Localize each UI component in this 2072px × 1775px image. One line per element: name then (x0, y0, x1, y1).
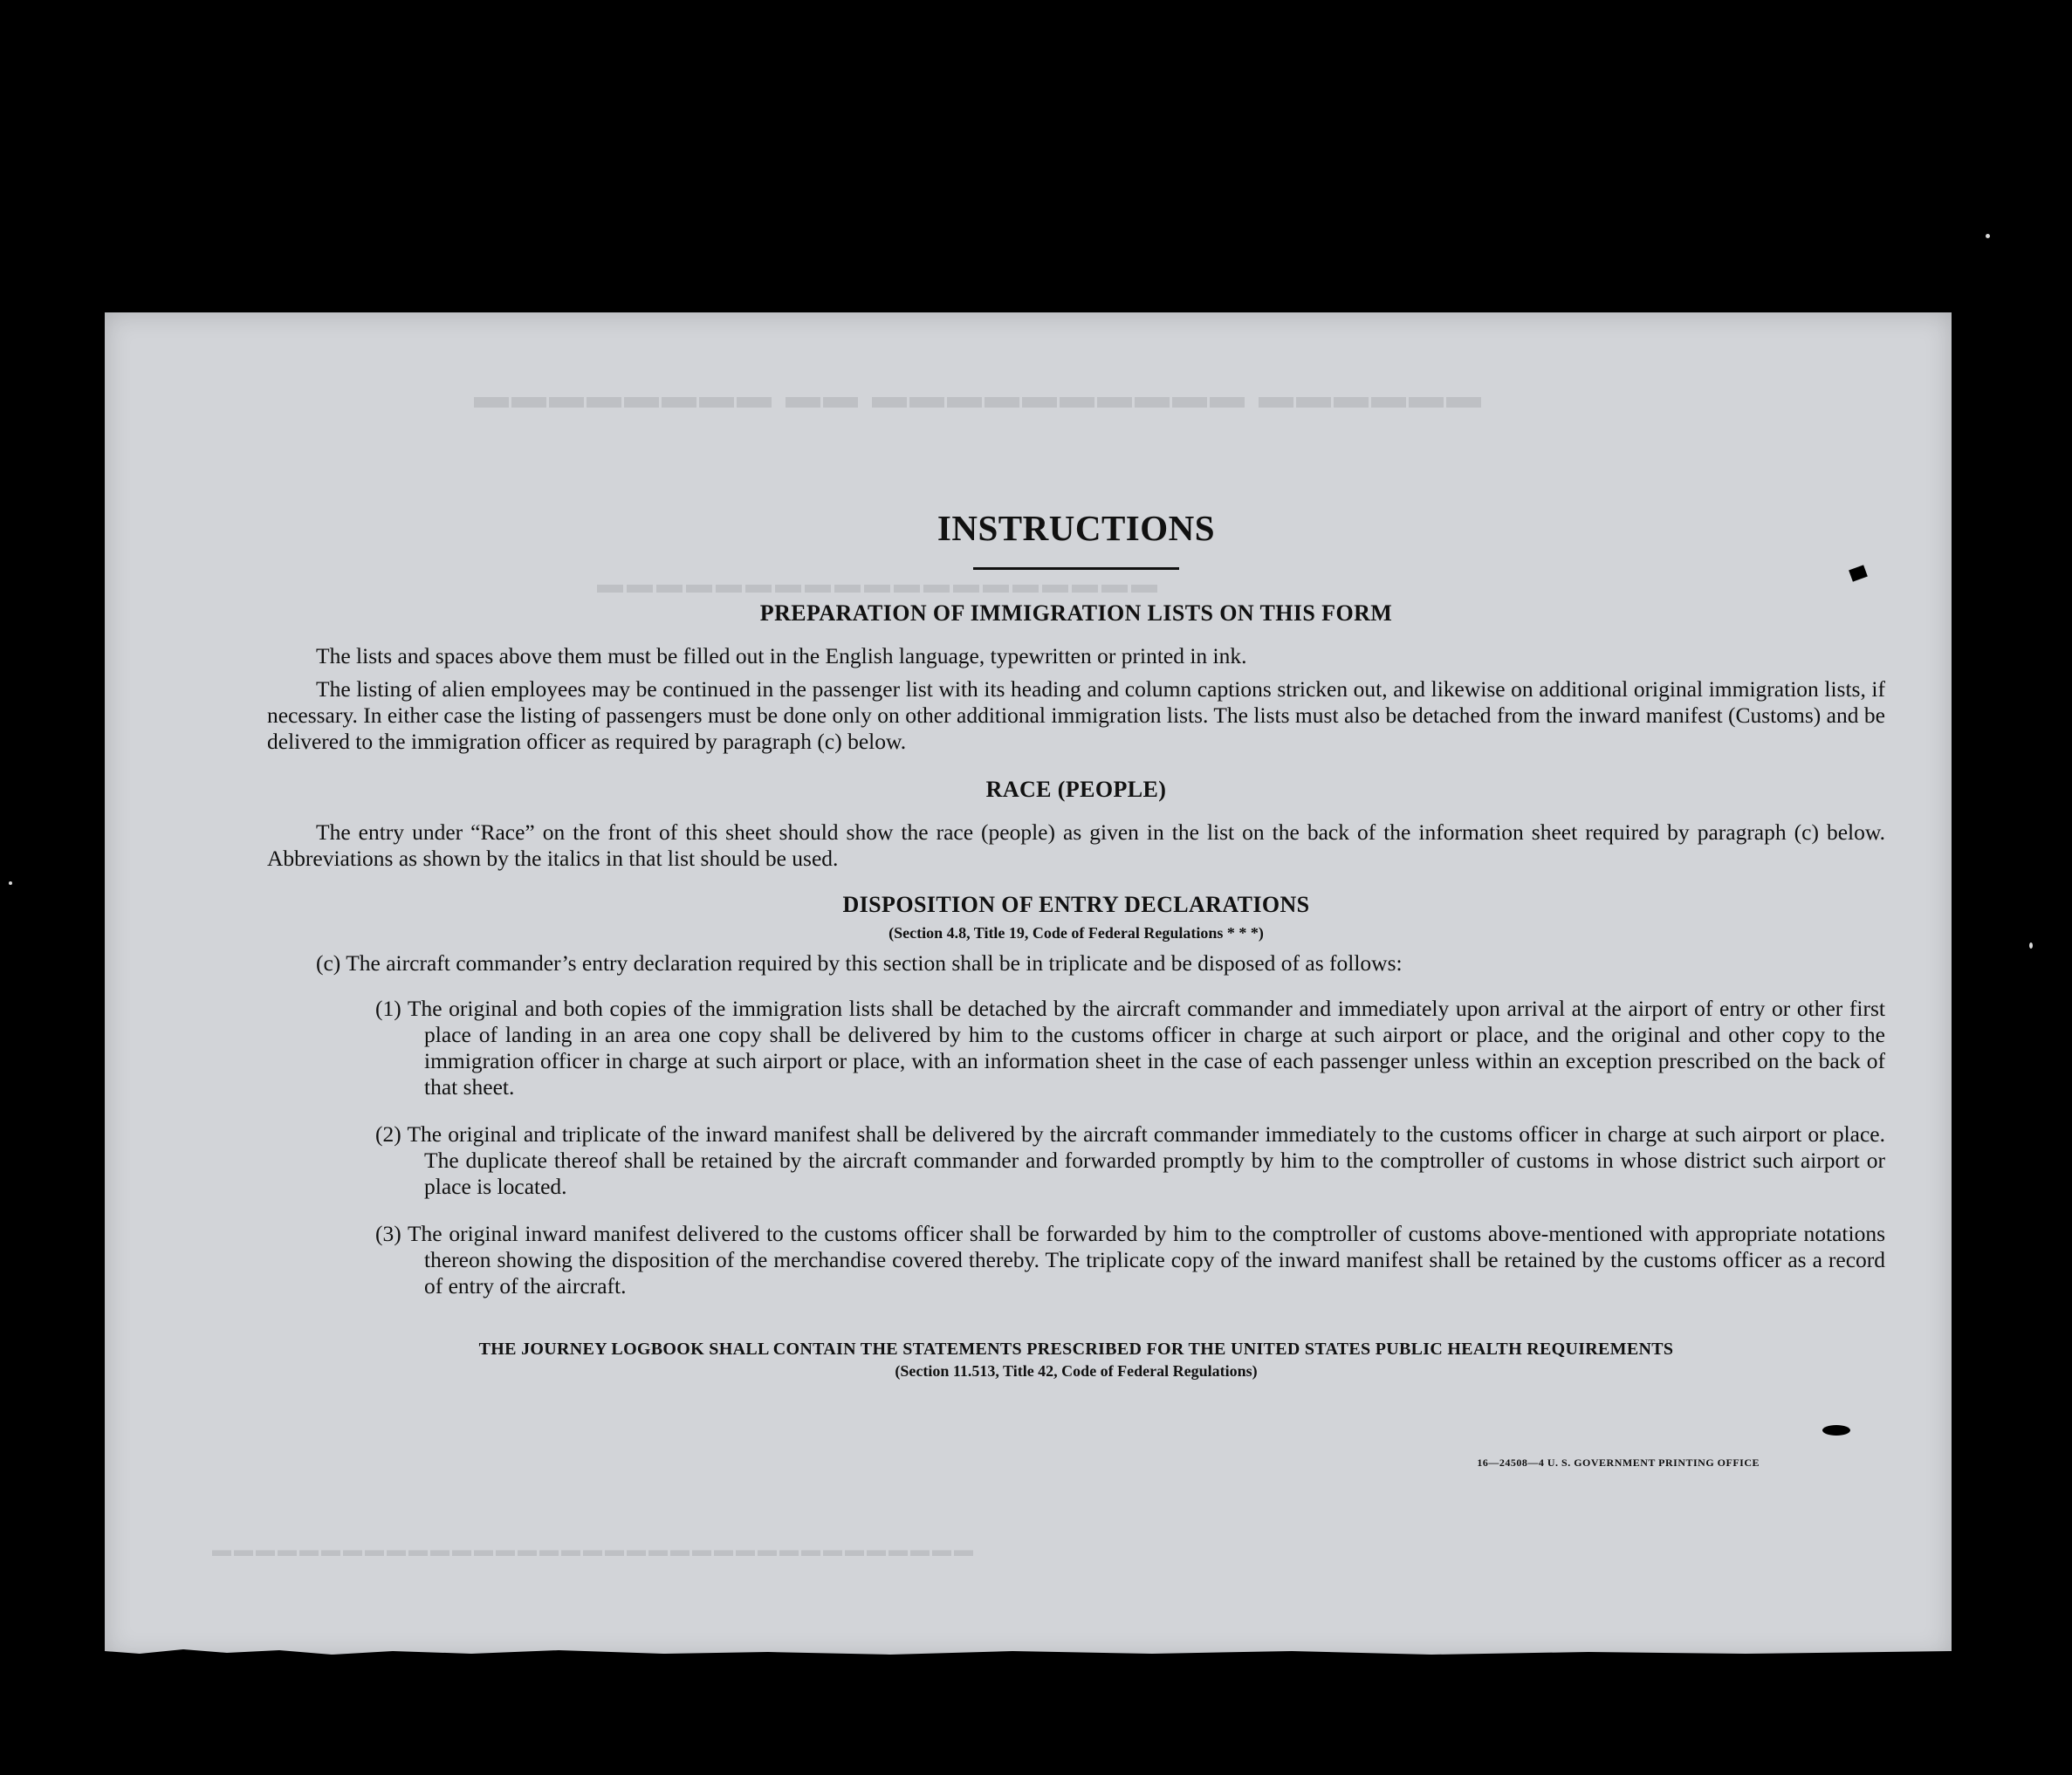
bleed-through-lines: ▬▬▬▬▬▬▬▬▬▬▬▬▬▬▬▬▬▬▬▬▬▬▬▬▬▬▬▬▬▬▬▬▬▬▬ (209, 1539, 973, 1560)
disposition-item-2: (2) The original and triplicate of the inward manifest shall be delivered by the aircraft commander immediately to the customs officer in charge at such airport or place. The duplicate thereof shall be retained by the aircraft commander and forwarded promptly by him to the comptroller of customs in whose district such airport or place is located. (375, 1121, 1885, 1199)
public-health-citation: (Section 11.513, Title 42, Code of Federal Regulations) (895, 1362, 1258, 1380)
disposition-citation: (Section 4.8, Title 19, Code of Federal Regulations * * *) (888, 924, 1264, 942)
bleed-through-lines: ▬▬▬▬▬▬▬▬▬▬▬▬▬▬▬▬▬▬▬ (593, 570, 1157, 599)
scan-speck (1986, 234, 1990, 238)
preparation-paragraph-1: The lists and spaces above them must be filled out in the English language, typewritten or printed in ink. (316, 643, 1247, 668)
disposition-paragraph-c: (c) The aircraft commander’s entry declaration required by this section shall be in triplicate and be disposed of as follows: (316, 950, 1403, 976)
scan-speck (2029, 942, 2033, 949)
public-health-statement: THE JOURNEY LOGBOOK SHALL CONTAIN THE STATEMENTS PRESCRIBED FOR THE UNITED STATES PUBLIC HEALTH REQUIREMENTS (478, 1340, 1674, 1359)
page-title: INSTRUCTIONS (937, 508, 1216, 548)
disposition-item-3: (3) The original inward manifest delivered to the customs officer shall be forwarded by him to the comptroller of customs above-mentioned with appropriate notations thereon showing the disposition of the merchandise covered thereby. The triplicate copy of the inward manifest shall be retained by the customs officer as a record of entry of the aircraft. (375, 1221, 1885, 1299)
instructions-content (267, 506, 1885, 1381)
punch-mark (1822, 1425, 1850, 1436)
scan-speck (9, 881, 12, 885)
race-paragraph: The entry under “Race” on the front of this sheet should show the race (people) as given in the list on the back of the information sheet required by paragraph (c) below. Abbreviations as shown by the italics in that list should be used. (267, 819, 1885, 871)
printer-mark: 16—24508—4 U. S. GOVERNMENT PRINTING OFFICE (1477, 1456, 1760, 1469)
torn-edge (105, 1646, 1952, 1658)
disposition-item-1: (1) The original and both copies of the immigration lists shall be detached by the aircraft commander and immediately upon arrival at the airport of entry or other first place of landing in an area one copy shall be delivered by him to the customs officer in charge at such airport or place, and the original and other copy to the immigration officer in charge at such airport or place, with an information sheet in the case of each passenger unless within an exception prescribed on the back of that sheet. (375, 996, 1885, 1100)
preparation-paragraph-2: The listing of alien employees may be continued in the passenger list with its heading and column captions stricken out, and likewise on additional original immigration lists, if necessary. In either case the listing of passengers must be done only on other additional immigration lists. The lists must also be detached from the inward manifest (Customs) and be delivered to the immigration officer as required by paragraph (c) below. (267, 676, 1885, 754)
disposition-heading: DISPOSITION OF ENTRY DECLARATIONS (842, 892, 1310, 917)
bleed-through-heading: ▬▬▬▬▬▬ ▬▬▬▬▬▬▬▬▬▬ ▬▬ ▬▬▬▬▬▬▬▬ (471, 376, 1481, 415)
document-sheet (105, 312, 1952, 1658)
preparation-heading: PREPARATION OF IMMIGRATION LISTS ON THIS FORM (759, 600, 1393, 626)
race-heading: RACE (PEOPLE) (985, 777, 1167, 802)
